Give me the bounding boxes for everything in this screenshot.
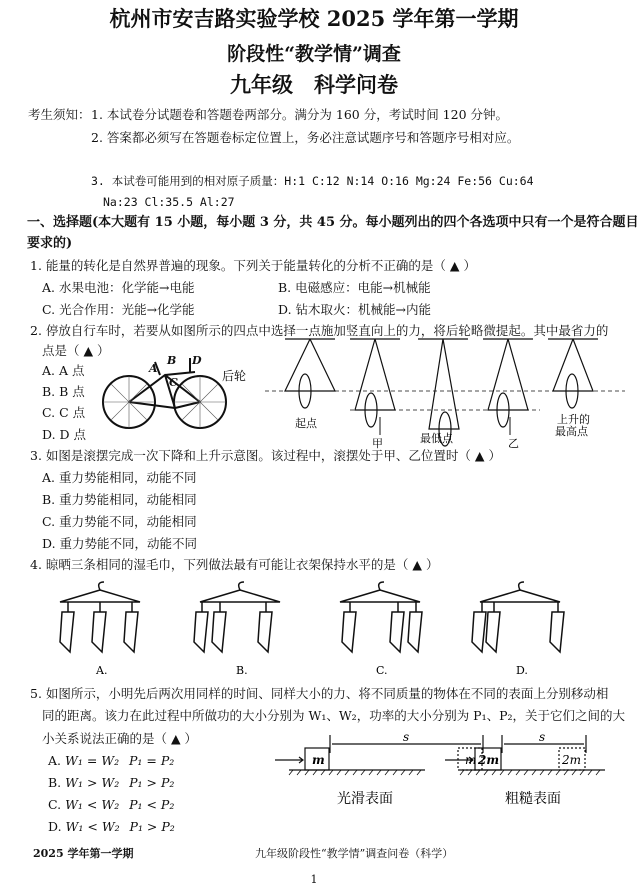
q4-option-d: D. (516, 664, 528, 677)
mass-label-2: 2m (478, 753, 500, 767)
q4-option-b: B. (236, 664, 248, 677)
exam-title: 杭州市安吉路实验学校 2025 学年第一学期 (109, 6, 519, 31)
smooth-surface-label: 光滑表面 (337, 791, 393, 807)
mass-label-1-ghost: m (465, 753, 477, 767)
work-surface-figure (275, 730, 615, 815)
footer-title: 九年级阶段性“教学情”调查问卷（科学） (255, 847, 454, 860)
point-d-label: D (192, 354, 202, 367)
q5-stem-cont-2: 小关系说法正确的是（ ▲ ） (42, 731, 198, 746)
q1-option-b: B. 电磁感应：电能→机械能 (278, 280, 431, 295)
q1-stem: 1. 能量的转化是自然界普遍的现象。下列关于能量转化的分析不正确的是（ ▲ ） (30, 258, 476, 273)
q5-option-c: C. W₁ < W₂ P₁ < P₂ (48, 797, 175, 812)
yi-label: 乙 (508, 437, 519, 450)
notice-item-3: 3. 本试卷可能用到的相对原子质量：H:1 C:12 N:14 O:16 Mg:24 Fe:56 Cu:64 (91, 174, 534, 188)
q3-option-c: C. 重力势能不同，动能相同 (42, 514, 197, 529)
q4-stem: 4. 晾晒三条相同的湿毛巾，下列做法最有可能让衣架保持水平的是（ ▲ ） (30, 557, 439, 572)
jia-label: 甲 (372, 437, 383, 450)
q2-option-c: C. C 点 (42, 405, 86, 420)
highest-label-1: 上升的 (557, 413, 590, 426)
distance-label-1: s (403, 730, 410, 744)
rough-surface-label: 粗糙表面 (505, 791, 561, 807)
page-number: 1 (310, 873, 318, 886)
q2-option-a: A. A 点 (42, 363, 85, 378)
point-a-label: A (149, 362, 158, 375)
q1-option-c: C. 光合作用：光能→化学能 (42, 302, 195, 317)
q4-option-a: A. (96, 664, 108, 677)
exam-subtitle: 阶段性“教学情”调查 (227, 43, 401, 65)
mass-label-1: m (312, 753, 325, 767)
q3-option-d: D. 重力势能不同，动能不同 (42, 536, 198, 551)
highest-label-2: 最高点 (555, 425, 588, 438)
notice-item-1: 1. 本试卷分试题卷和答题卷两部分。满分为 160 分，考试时间 120 分钟。 (91, 107, 509, 122)
notice-item-3-cont: Na:23 Cl:35.5 Al:27 (103, 195, 235, 209)
q1-option-d: D. 钻木取火：机械能→内能 (278, 302, 431, 317)
bicycle-figure (105, 350, 255, 435)
q5-option-d: D. W₁ < W₂ P₁ > P₂ (48, 819, 175, 834)
point-b-label: B (167, 354, 177, 367)
notice-item-2: 2. 答案都必须写在答题卷标定位置上，务必注意试题序号和答题序号相对应。 (91, 130, 520, 145)
q3-option-a: A. 重力势能相同，动能不同 (42, 470, 197, 485)
q5-stem: 5. 如图所示，小明先后两次用同样的时间、同样大小的力、将不同质量的物体在不同的表面上分别移动相 (30, 686, 609, 701)
q1-option-a: A. 水果电池：化学能→电能 (42, 280, 195, 295)
notice-label: 考生须知： (28, 107, 91, 122)
footer-term: 2025 学年第一学期 (33, 847, 134, 860)
q5-stem-cont-1: 同的距离。该力在此过程中所做功的大小分别为 W₁、W₂，功率的大小分别为 P₁、P₂，关于它们之间的大 (42, 708, 626, 723)
mass-label-2-ghost: 2m (562, 753, 582, 767)
point-c-label: C (169, 376, 178, 389)
q4-option-c: C. (376, 664, 388, 677)
lowest-label: 最低点 (420, 432, 453, 445)
hangers-figure (40, 580, 610, 680)
section-heading: 一、选择题(本大题有 15 小题，每小题 3 分，共 45 分。每小题列出的四个各选项中只有一个是符合题目 (27, 215, 639, 230)
pendulum-figure (265, 335, 625, 450)
q5-option-b: B. W₁ > W₂ P₁ > P₂ (48, 775, 175, 790)
section-heading-cont: 要求的) (27, 236, 73, 251)
q3-option-b: B. 重力势能相同，动能相同 (42, 492, 197, 507)
q5-option-a: A. W₁ = W₂ P₁ = P₂ (48, 753, 175, 768)
rear-wheel-label: 后轮 (222, 369, 247, 383)
paper-title: 九年级 科学问卷 (230, 72, 398, 97)
q2-option-d: D. D 点 (42, 427, 87, 442)
start-label: 起点 (295, 417, 317, 430)
q3-stem: 3. 如图是滚摆完成一次下降和上升示意图。该过程中，滚摆处于甲、乙位置时（ ▲ ） (30, 448, 501, 463)
q2-option-b: B. B 点 (42, 384, 85, 399)
q2-stem: 2. 停放自行车时，若要从如图所示的四点中选择一点施加竖直向上的力，将后轮略微提起。其中最省力的 (30, 323, 609, 338)
distance-label-2: s (539, 730, 546, 744)
q2-stem-cont: 点是（ ▲ ） (42, 343, 110, 358)
